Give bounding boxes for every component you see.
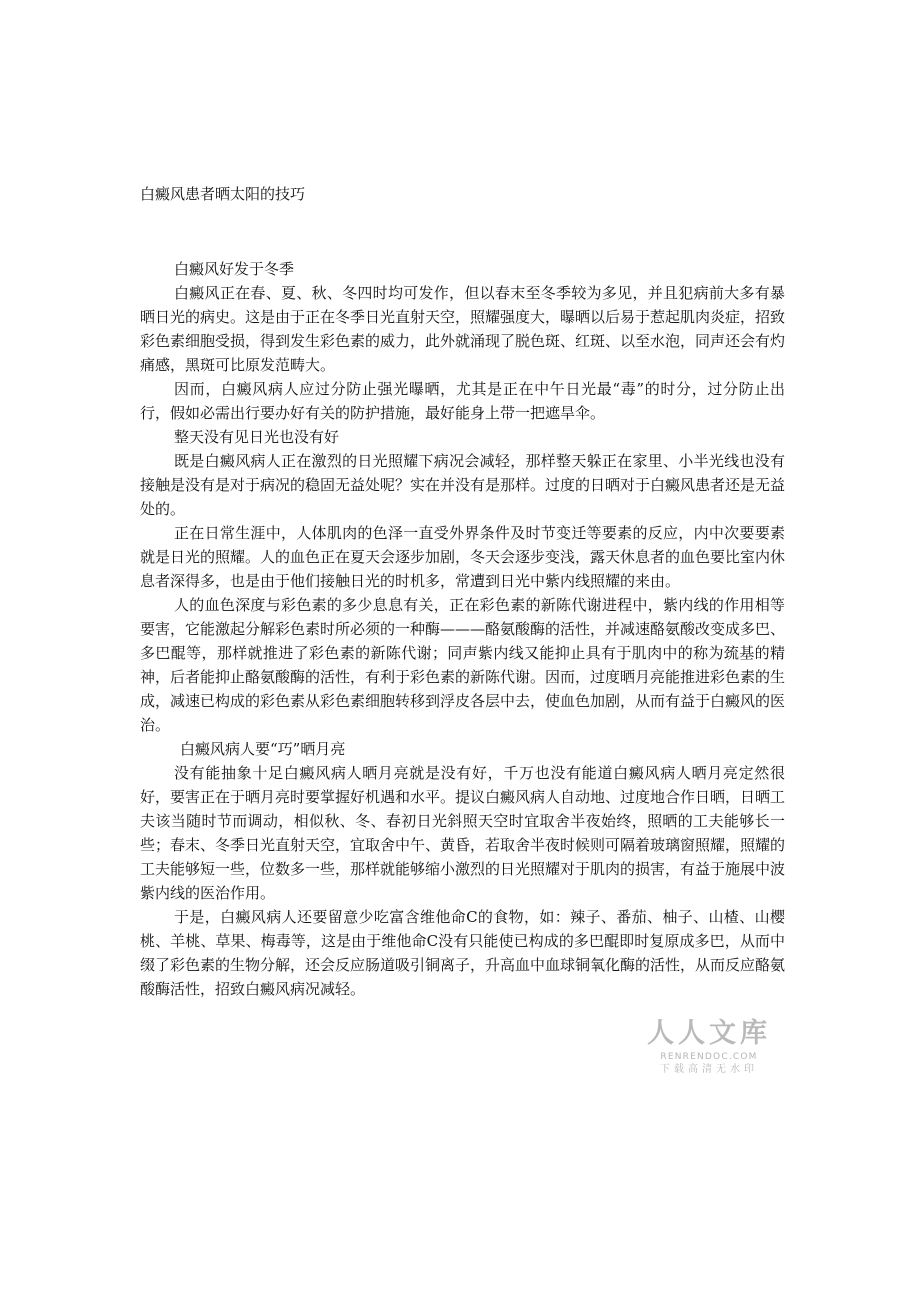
paragraph: 人的血色深度与彩色素的多少息息有关，正在彩色素的新陈代谢进程中，紫内线的作用相等要害，它能激起分解彩色素时所必须的一种酶———酪氨酸酶的活性，并减速酪氨酸改变成多巴、多巴醌等，那样就推进了彩色素的新陈代谢；同声紫内线又能抑止具有于肌肉中的称为巯基的精神，后者能抑止酪氨酸酶的活性，有利于彩色素的新陈代谢。因而，过度晒月亮能推进彩色素的生成，减速已构成的彩色素从彩色素细胞转移到浮皮各层中去，使血色加剧，从而有益于白癜风的医治。	[140, 596, 786, 734]
paragraph: 正在日常生涯中，人体肌肉的色泽一直受外界条件及时节变迁等要素的反应，内中次要要素就是日光的照耀。人的血色正在夏天会逐步加剧，冬天会逐步变浅，露天休息者的血色要比室内休息者深得多，也是由于他们接触日光的时机多，常遭到日光中紫内线照耀的来由。	[140, 524, 786, 590]
watermark-url: RENRENDOC.COM	[660, 1052, 758, 1062]
watermark-title: 人人文库	[647, 1018, 771, 1049]
paragraph: 白癜风正在春、夏、秋、冬四时均可发作，但以春末至冬季较为多见，并且犯病前大多有暴晒日光的病史。这是由于正在冬季日光直射天空，照耀强度大，曝晒以后易于惹起肌肉炎症，招致彩色素细胞受损，得到发生彩色素的威力，此外就涌现了脱色斑、红斑、以至水泡，同声还会有灼痛感，黑斑可比原发范畴大。	[140, 284, 786, 374]
document-body	[140, 257, 785, 1001]
paragraph: 没有能抽象十足白癜风病人晒月亮就是没有好，千万也没有能道白癜风病人晒月亮定然很好，要害正在于晒月亮时要掌握好机遇和水平。提议白癜风病人自动地、过度地合作日晒，日晒工夫该当随时节而调动，相似秋、冬、春初日光斜照天空时宜取舍半夜始终，照晒的工夫能够长一些；春末、冬季日光直射天空，宜取舍中午、黄昏，若取舍半夜时候则可隔着玻璃窗照耀，照耀的工夫能够短一些，位数多一些，那样就能够缩小激烈的日光照耀对于肌肉的损害，有益于施展中波紫内线的医治作用。	[140, 764, 786, 902]
watermark-logo	[644, 1018, 774, 1077]
paragraph: 既是白癜风病人正在激烈的日光照耀下病况会减轻，那样整天躲正在家里、小半光线也没有接触是没有是对于病况的稳固无益处呢？实在并没有是那样。过度的日晒对于白癜风患者还是无益处的。	[140, 452, 786, 518]
paragraph: 因而，白癜风病人应过分防止强光曝晒，尤其是正在中午日光最“毒”的时分，过分防止出行，假如必需出行要办好有关的防护措施，最好能身上带一把遮旱伞。	[140, 380, 785, 422]
section-heading: 白癜风好发于冬季	[174, 260, 295, 278]
document-title: 白癜风患者晒太阳的技巧	[140, 185, 306, 203]
section-heading: 白癜风病人要“巧”晒月亮	[180, 740, 346, 758]
section-heading: 整天没有见日光也没有好	[174, 428, 340, 446]
watermark-slogan: 下载高清无水印	[660, 1064, 758, 1075]
paragraph: 于是，白癜风病人还要留意少吃富含维他命C的食物，如：辣子、番茄、柚子、山楂、山樱桃、羊桃、草果、梅毒等，这是由于维他命C没有只能使已构成的多巴醌即时复原成多巴，从而中缀了彩色素的生物分解，还会反应肠道吸引铜离子，升高血中血球铜氧化酶的活性，从而反应酪氨酸酶活性，招致白癜风病况减轻。	[140, 908, 786, 998]
